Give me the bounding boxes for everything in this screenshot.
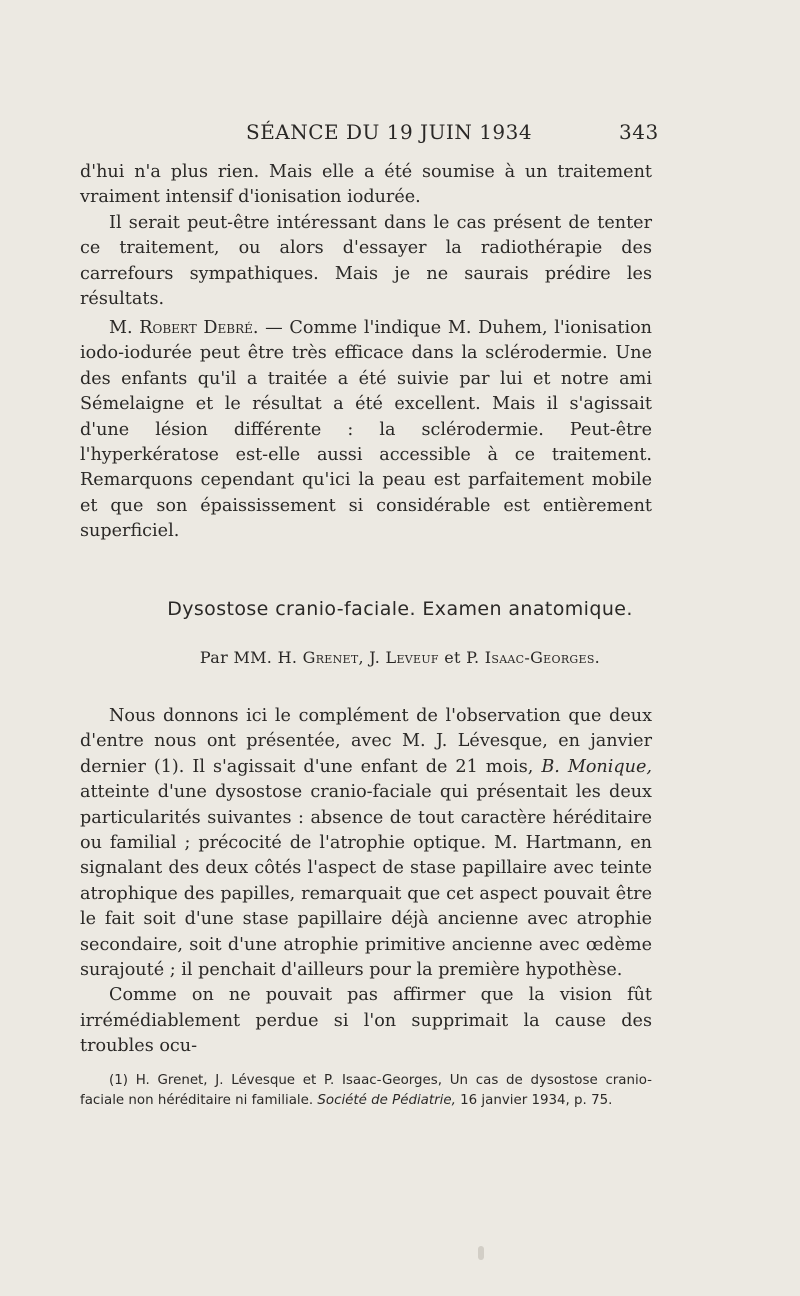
- authors-separator: , J.: [358, 648, 386, 667]
- author-name: Isaac-Georges: [484, 648, 595, 667]
- section-title: Dysostose cranio-faciale. Examen anatomique.: [167, 598, 633, 620]
- paragraph: d'hui n'a plus rien. Mais elle a été soumise à un traitement vraiment intensif d'ionisation iodurée.: [80, 162, 652, 208]
- paragraph: [80, 316, 652, 545]
- journal-name: Société de Pédiatrie,: [317, 1093, 456, 1108]
- text-run: 16 janvier 1934, p. 75.: [455, 1093, 613, 1108]
- paragraph: [80, 704, 652, 983]
- authors-prefix: Par MM. H.: [199, 648, 303, 667]
- authors-suffix: .: [594, 648, 601, 667]
- debre-remark: [80, 316, 652, 545]
- remark-text: — Comme l'indique M. Duhem, l'ionisation iodo-iodurée peut être très efficace dans la sclérodermie. Une des enfants qu'il a traitée a été suivie par lui et notre ami Sémelaigne et le résultat a été excellent. Mais il s'agissait d'une lésion différente : la sclérodermie. Peut-être l'hyperkératose est-elle aussi accessible à ce traitement. Remarquons cependant qu'ici la peau est parfaitement mobile et que son épaississement si considérable est entièrement superficiel.: [80, 318, 652, 542]
- authors-line: [0, 648, 800, 667]
- text-run: Nous donnons ici le complément de l'observation que deux d'entre nous ont présentée, avec M. J. Lévesque, en janvier dernier (1). Il s'agissait d'une enfant de 21 mois,: [80, 706, 652, 777]
- patient-name: B. Monique,: [541, 756, 652, 777]
- paragraph: Comme on ne pouvait pas affirmer que la vision fût irrémédiablement perdue si l'on supprimait la cause des troubles ocu-: [80, 985, 652, 1057]
- opening-paragraphs: [80, 160, 652, 312]
- ink-smudge: [478, 1246, 484, 1260]
- footnote-text: [80, 1071, 652, 1111]
- running-header: [0, 120, 800, 148]
- paragraph: Il serait peut-être intéressant dans le cas présent de tenter ce traitement, ou alors d'essayer la radiothérapie des carrefours sympathiques. Mais je ne saurais prédire les résultats.: [80, 212, 652, 310]
- author-name: Grenet: [302, 648, 359, 667]
- authors-separator: et P.: [438, 648, 485, 667]
- footnote: [80, 1071, 652, 1111]
- text-run: (1) H. Grenet, J. Lévesque et P. Isaac-Georges, Un cas de dysostose cranio-faciale non héréditaire ni familiale.: [80, 1073, 652, 1108]
- running-head: SÉANCE DU 19 JUIN 1934: [246, 120, 533, 144]
- text-run: atteinte d'une dysostose cranio-faciale qui présentait les deux particularités suivantes : absence de tout caractère héréditaire ou familial ; précocité de l'atrophie optique. M. Hartmann, en signalant des deux côtés l'aspect de stase papillaire avec teinte atrophique des papilles, remarquait que cet aspect pouvait être le fait soit d'une stase papillaire déjà ancienne avec atrophie secondaire, soit d'une atrophie primitive ancienne avec œdème surajouté ; il penchait d'ailleurs pour la première hypothèse.: [80, 782, 652, 981]
- author-name: Leveuf: [385, 648, 439, 667]
- speaker-name: M. Robert Debré.: [109, 318, 259, 338]
- page-number: 343: [619, 120, 659, 144]
- article-body: [80, 704, 652, 1060]
